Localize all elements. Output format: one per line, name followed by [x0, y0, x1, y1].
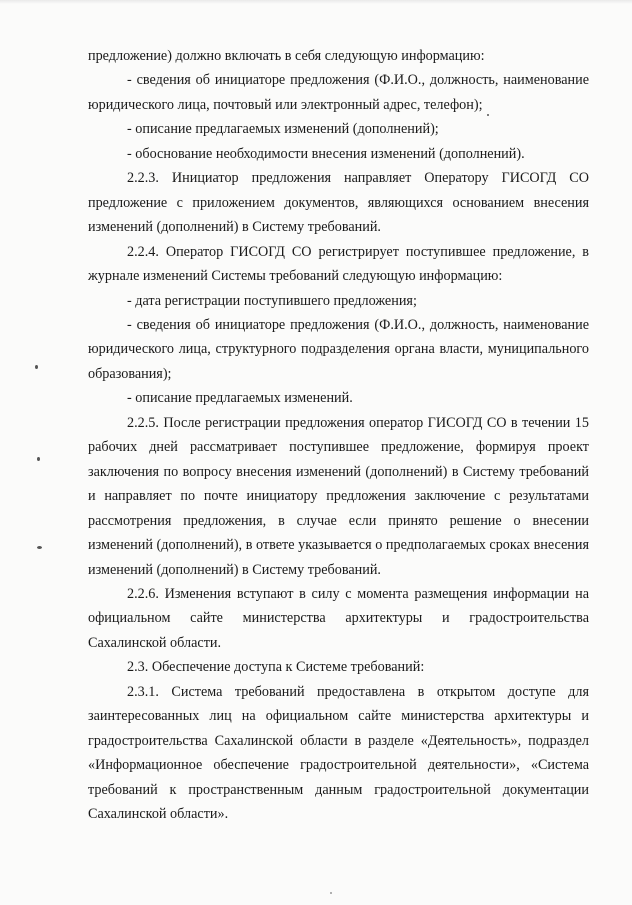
clause-2-2-6: 2.2.6. Изменения вступают в силу с момента размещения информации на официальном сайте министерства архитектуры и градостроительства Сахалинской области. — [88, 585, 589, 651]
list-item-justification: - обоснование необходимости внесения изменений (дополнений). — [127, 145, 525, 162]
list-item-initiator-info: - сведения об инициаторе предложения (Ф.И.О., должность, наименование юридического лица, почтовый или электронный адрес, телефон); — [88, 72, 589, 113]
clause-2-2-3: 2.2.3. Инициатор предложения направляет Оператору ГИСОГД СО предложение с приложением документов, являющихся основанием внесения изменений (дополнений) в Систему требований. — [88, 170, 589, 236]
document-body — [88, 44, 589, 827]
clause-2-2-5: 2.2.5. После регистрации предложения оператор ГИСОГД СО в течении 15 рабочих дней рассматривает поступившее предложение, формируя проект заключения по вопросу внесения изменений (дополнений) в Систему требований и направляет по почте инициатору предложения заключение с результатами рассмотрения предложения, в случае если принято решение о внесении изменений (дополнений), в ответе указывается о предполагаемых сроках внесения изменений (дополнений) в Систему требований. — [88, 414, 589, 578]
paragraph-continuation: предложение) должно включать в себя следующую информацию: — [88, 48, 485, 64]
list-item-changes-description: - описание предлагаемых изменений (дополнений); — [127, 121, 439, 138]
scan-speck — [330, 892, 332, 894]
scan-speck — [487, 114, 489, 116]
clause-2-3-1: 2.3.1. Система требований предоставлена в открытом доступе для заинтересованных лиц на официальном сайте министерства архитектуры и градостроительства Сахалинской области в разделе «Деятельность», подраздел «Информационное обеспечение градостроительной деятельности», «Система требований к пространственным данным градостроительной документации Сахалинской области». — [88, 683, 589, 823]
scan-top-edge — [0, 0, 632, 4]
clause-2-2-4: 2.2.4. Оператор ГИСОГД СО регистрирует поступившее предложение, в журнале изменений Системы требований следующую информацию: — [88, 243, 589, 285]
scan-speck — [35, 365, 38, 369]
scan-speck — [37, 457, 40, 461]
list-item-proposed-changes: - описание предлагаемых изменений. — [127, 390, 353, 407]
scan-speck — [37, 546, 42, 549]
list-item-registration-date: - дата регистрации поступившего предложения; — [127, 292, 417, 309]
clause-2-3: 2.3. Обеспечение доступа к Системе требований: — [127, 659, 425, 676]
list-item-initiator-details: - сведения об инициаторе предложения (Ф.И.О., должность, наименование юридического лица, структурного подразделения органа власти, муниципального образования); — [88, 316, 589, 382]
